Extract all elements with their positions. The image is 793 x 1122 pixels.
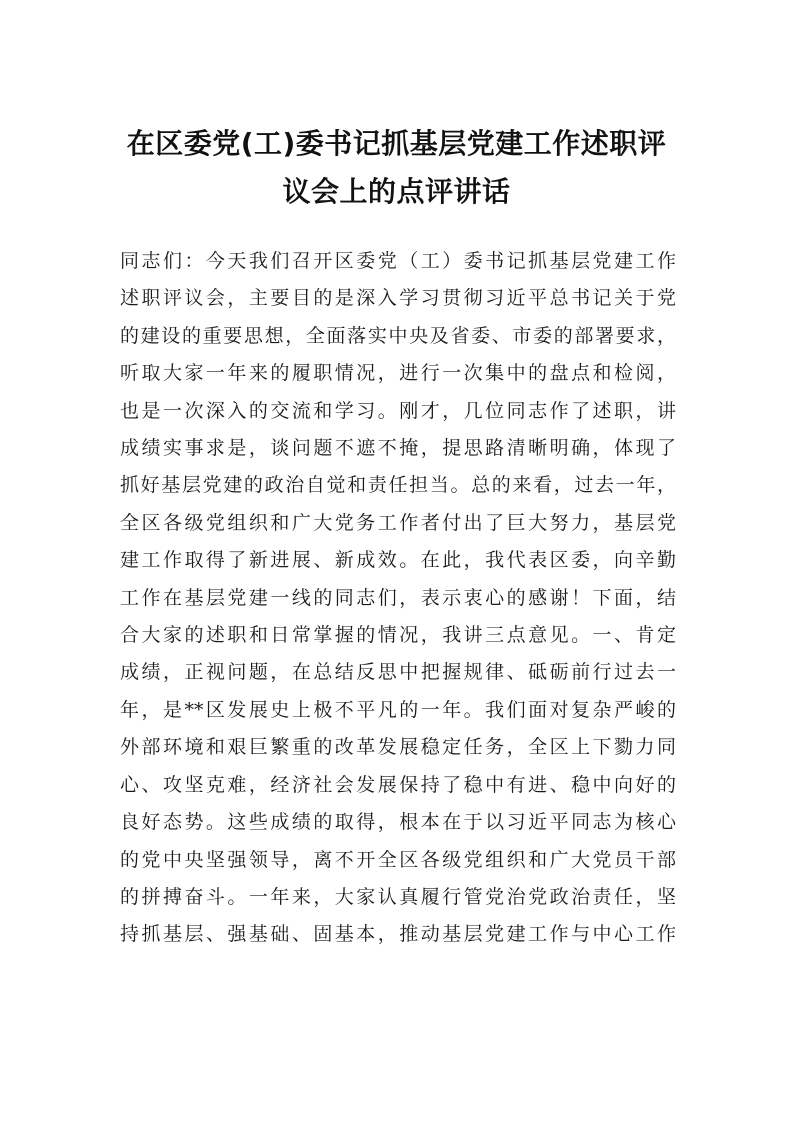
document-title [100, 120, 693, 216]
body-line: 听取大家一年来的履职情况，进行一次集中的盘点和检阅， [120, 362, 676, 385]
body-line: 全区各级党组织和广大党务工作者付出了巨大努力，基层党 [120, 511, 676, 534]
body-line: 的党中央坚强领导，离不开全区各级党组织和广大党员干部 [120, 848, 676, 871]
body-line: 建工作取得了新进展、新成效。在此，我代表区委，向辛勤 [120, 549, 676, 572]
title-line-2: 议会上的点评讲话 [282, 175, 511, 208]
body-line: 外部环境和艰巨繁重的改革发展稳定任务，全区上下勠力同 [120, 736, 676, 759]
body-line: 持抓基层、强基础、固基本，推动基层党建工作与中心工作 [120, 923, 676, 946]
body-line: 心、攻坚克难，经济社会发展保持了稳中有进、稳中向好的 [120, 773, 676, 796]
body-line: 的建设的重要思想，全面落实中央及省委、市委的部署要求， [120, 324, 676, 347]
body-line: 良好态势。这些成绩的取得，根本在于以习近平同志为核心 [120, 811, 676, 834]
body-line: 抓好基层党建的政治自觉和责任担当。总的来看，过去一年， [120, 474, 676, 497]
body-line: 述职评议会，主要目的是深入学习贯彻习近平总书记关于党 [120, 287, 676, 310]
body-line: 工作在基层党建一线的同志们，表示衷心的感谢！下面，结 [120, 586, 676, 609]
body-line: 成绩，正视问题，在总结反思中把握规律、砥砺前行过去一 [120, 661, 676, 684]
body-line: 合大家的述职和日常掌握的情况，我讲三点意见。一、肯定 [120, 624, 676, 647]
body-line: 的拼搏奋斗。一年来，大家认真履行管党治党政治责任，坚 [120, 885, 676, 908]
document-body [120, 243, 676, 954]
body-line: 成绩实事求是，谈问题不遮不掩，提思路清晰明确，体现了 [120, 437, 676, 460]
title-line-1: 在区委党(工)委书记抓基层党建工作述职评 [126, 127, 667, 160]
body-line: 也是一次深入的交流和学习。刚才，几位同志作了述职，讲 [120, 399, 676, 422]
body-line: 同志们：今天我们召开区委党（工）委书记抓基层党建工作 [120, 250, 676, 272]
body-line: 年，是**区发展史上极不平凡的一年。我们面对复杂严峻的 [120, 698, 676, 721]
